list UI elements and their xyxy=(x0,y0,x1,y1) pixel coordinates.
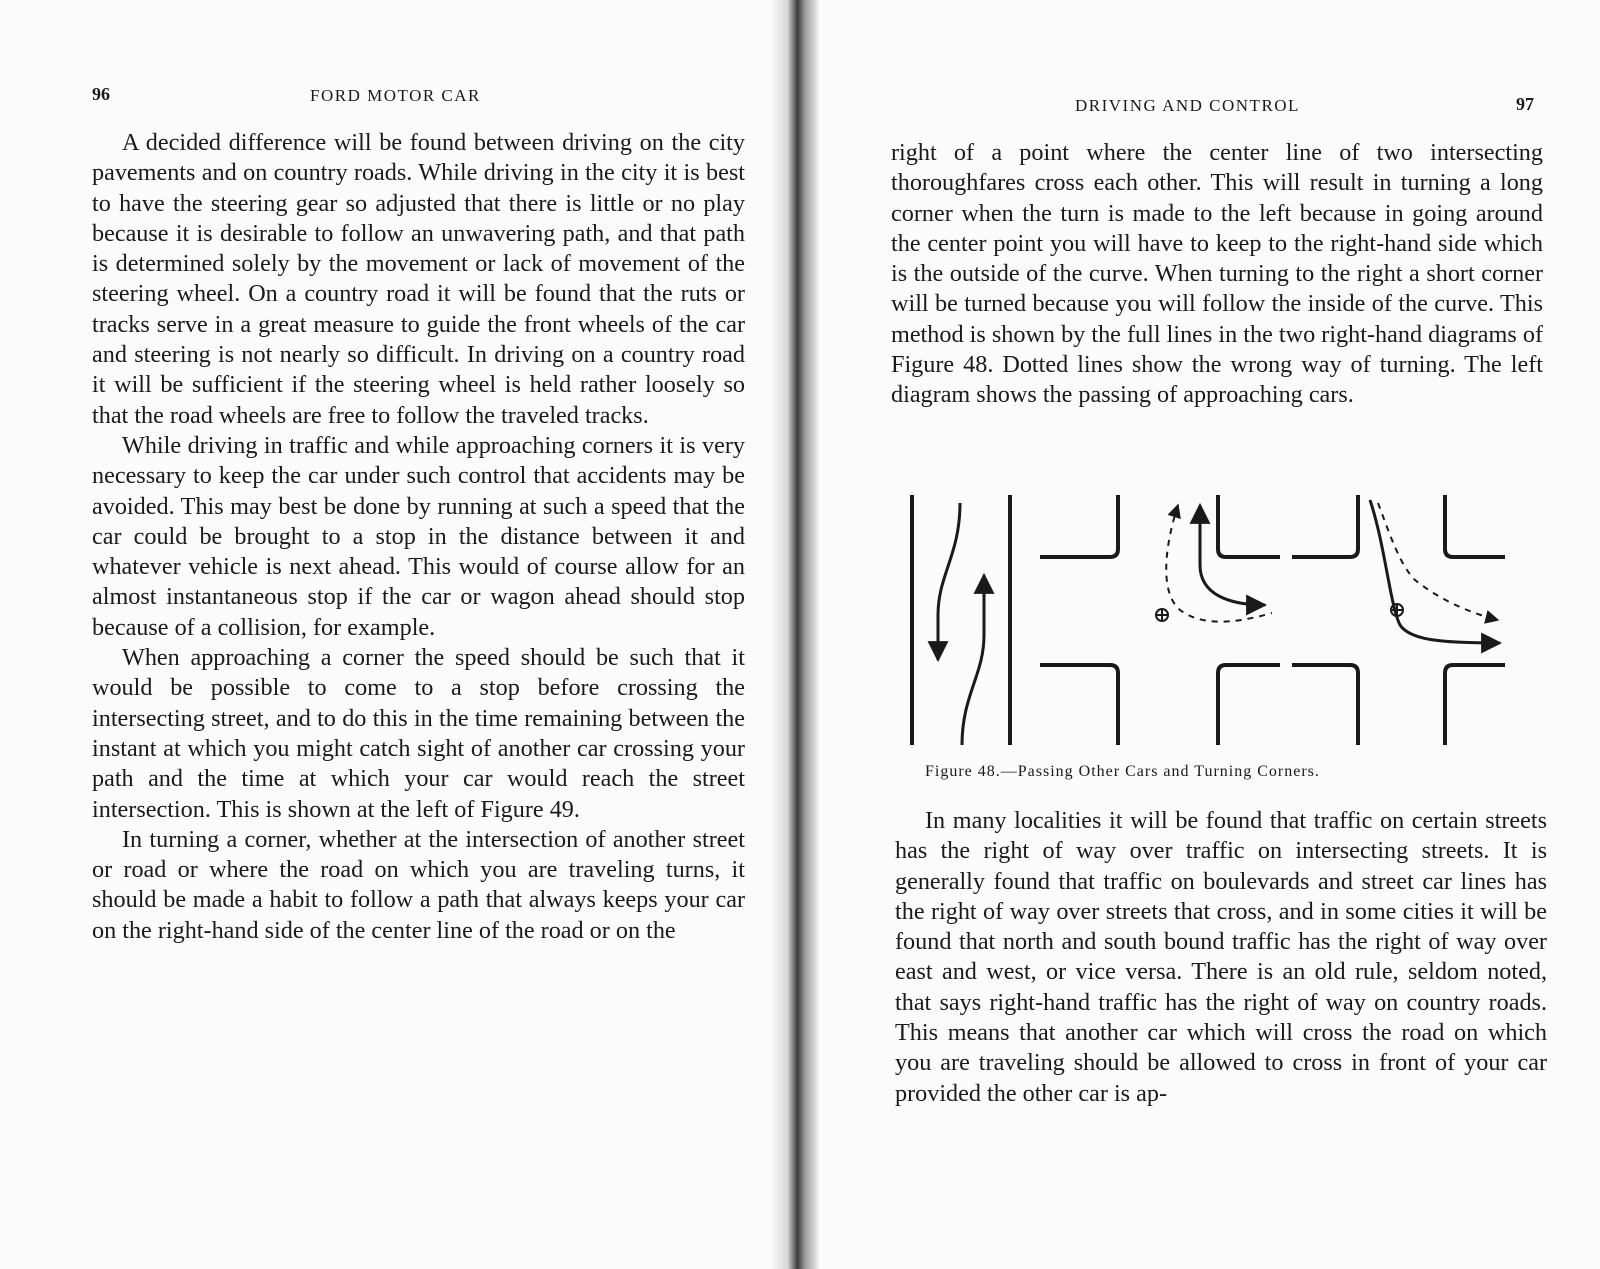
right-paragraph-1: right of a point where the center line of two intersecting thoroughfares cross each other. This will result in turning a long corner when the turn is made to the left because in going around the center point you will have to keep to the right-hand side which is the outside of the curve. When turning to the right a short corner will be turned because you will follow the inside of the curve. This method is shown by the full lines in the two right-hand diagrams of Figure 48. Dotted lines show the wrong way of turning. The left diagram shows the passing of approaching cars. xyxy=(891,139,1543,409)
left-paragraph-1: A decided difference will be found between driving on the city pavements and on country roads. While driving in the city it is best to have the steering gear so adjusted that there is little or no play because it is desirable to follow an unwavering path, and that path is determined solely by the movement or lack of movement of the steering wheel. On a country road it will be found that the ruts or tracks serve in a great measure to guide the front wheels of the car and steering is not nearly so difficult. In driving on a country road it will be sufficient if the steering wheel is held rather loosely so that the road wheels are free to follow the traveled tracks. xyxy=(92,129,745,429)
figure-48-diagram xyxy=(900,495,1540,755)
left-running-head: FORD MOTOR CAR xyxy=(310,86,481,105)
book-gutter xyxy=(770,0,820,1269)
passing-diagram xyxy=(912,495,1010,745)
center-point-right xyxy=(1391,604,1403,616)
figure-caption: Figure 48.—Passing Other Cars and Turning Corners. xyxy=(925,763,1320,780)
left-page-number: 96 xyxy=(92,84,110,104)
left-paragraph-2: While driving in traffic and while approaching corners it is very necessary to keep the car under such control that accidents may be avoided. This may best be done by running at such a speed that the car could be brought to a stop in the distance between it and whatever vehicle is next ahead. This would of course allow for an almost instantaneous stop if the car or wagon ahead should stop because of a collision, for example. xyxy=(92,431,745,641)
left-paragraph-3: When approaching a corner the speed should be such that it would be possible to come to a stop before crossing the intersecting street, and to do this in the time remaining between the instant at which you might catch sight of another car crossing your path and the time at which your car would reach the street intersection. This is shown at the left of Figure 49. xyxy=(92,644,745,823)
center-point-left xyxy=(1156,609,1168,621)
left-paragraph-4: In turning a corner, whether at the intersection of another street or road or where the road on which you are traveling turns, it should be made a habit to follow a path that always keeps your car on the right-hand side of the center line of the road or on the xyxy=(92,825,745,944)
left-text-column xyxy=(92,128,745,946)
right-page-number: 97 xyxy=(1516,94,1534,114)
right-bottom-paragraph xyxy=(895,806,1547,1109)
right-running-head: DRIVING AND CONTROL xyxy=(1075,96,1300,115)
right-top-paragraph xyxy=(891,138,1543,411)
left-page xyxy=(0,0,790,1269)
right-paragraph-2: In many localities it will be found that traffic on certain streets has the right of way over traffic on intersecting streets. It is generally found that traffic on boulevards and street car lines has the right of way over streets that cross, and in some cities it will be found that north and south bound traffic has the right of way over east and west, or vice versa. There is an old rule, seldom noted, that says right-hand traffic has the right of way on country roads. This means that another car which will cross the road on which you are traveling should be allowed to cross in front of your car provided the other car is ap- xyxy=(895,807,1547,1107)
right-turn-diagram xyxy=(1292,495,1505,745)
